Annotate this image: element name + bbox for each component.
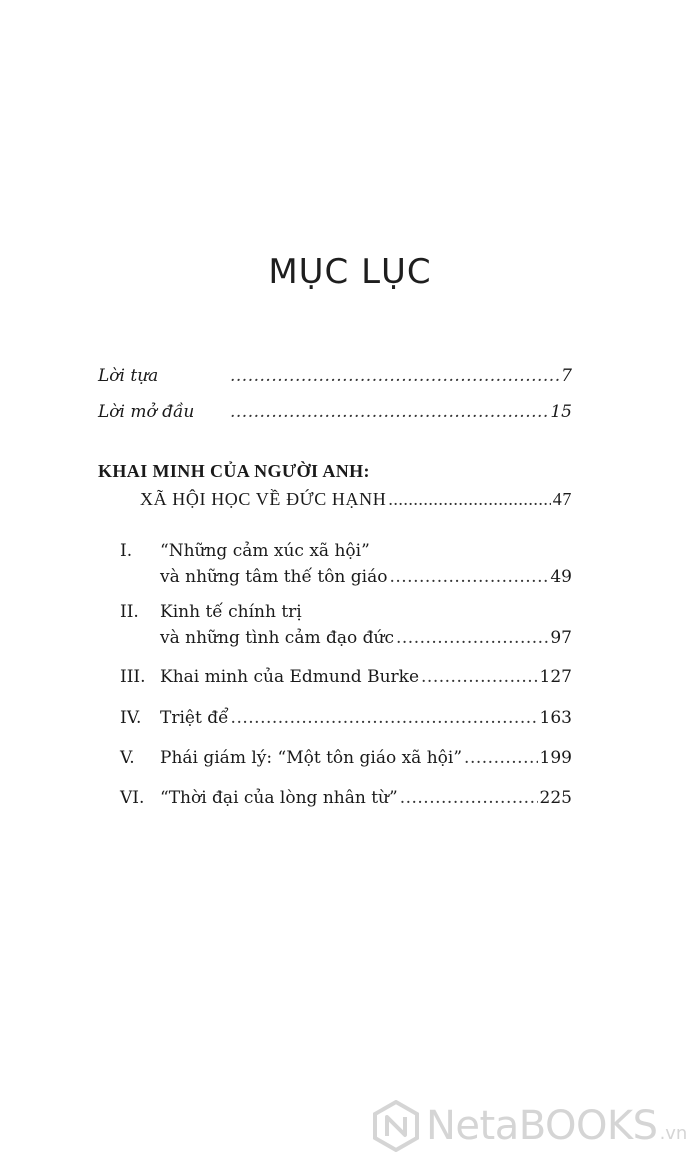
toc-entry-chapter-1 [160, 567, 572, 587]
entry-page: 97 [550, 628, 572, 648]
dot-leader [231, 708, 538, 728]
chapter-number: I. [120, 541, 133, 561]
dot-leader [400, 788, 538, 808]
toc-entry-chapter-3 [160, 667, 572, 687]
watermark [372, 1098, 687, 1154]
chapter-number: II. [120, 602, 139, 622]
entry-page: 47 [552, 489, 572, 509]
chapter-number: VI. [120, 788, 145, 808]
chapter-number: III. [120, 667, 146, 687]
dot-leader [230, 366, 559, 386]
chapter-number: IV. [120, 708, 142, 728]
toc-entry-chapter-2 [160, 628, 572, 648]
dot-leader [230, 402, 548, 422]
chapter-title-line: Kinh tế chính trị [160, 602, 302, 622]
entry-page: 127 [539, 667, 572, 687]
chapter-title-line: “Những cảm xúc xã hội” [160, 541, 370, 561]
toc-entry-preface [98, 366, 572, 386]
dot-leader [389, 567, 548, 587]
chapter-title-line: Triệt để [160, 708, 229, 728]
toc-entry-introduction [98, 402, 572, 422]
dot-leader [421, 667, 538, 687]
entry-page: 7 [561, 366, 572, 386]
entry-page: 225 [539, 788, 572, 808]
entry-page: 49 [550, 567, 572, 587]
chapter-title-line: Khai minh của Edmund Burke [160, 667, 420, 687]
page-title: MỤC LỤC [268, 252, 432, 292]
entry-page: 15 [550, 402, 572, 422]
part-subtitle: XÃ HỘI HỌC VỀ ĐỨC HẠNH [140, 489, 387, 509]
entry-page: 163 [539, 708, 572, 728]
chapter-number: V. [120, 748, 135, 768]
netabooks-logo-icon [372, 1100, 420, 1152]
entry-page: 199 [539, 748, 572, 768]
dot-leader [464, 748, 538, 768]
chapter-title-line: “Thời đại của lòng nhân từ” [160, 788, 398, 808]
entry-label: Lời tựa [98, 366, 159, 386]
dot-leader [396, 628, 548, 648]
part-heading: KHAI MINH CỦA NGƯỜI ANH: [98, 461, 370, 481]
watermark-brand: NetaBOOKS [426, 1103, 658, 1149]
chapter-title-line: Phái giám lý: “Một tôn giáo xã hội” [160, 748, 463, 768]
chapter-title-line: và những tình cảm đạo đức [160, 628, 394, 648]
toc-entry-chapter-5 [160, 748, 572, 768]
toc-entry-chapter-6 [160, 788, 572, 808]
watermark-suffix: .vn [659, 1122, 688, 1144]
dot-leader [388, 489, 550, 510]
chapter-title-line: và những tâm thế tôn giáo [160, 567, 388, 587]
toc-entry-part [140, 489, 572, 510]
toc-entry-chapter-4 [160, 708, 572, 728]
entry-label: Lời mở đầu [98, 402, 195, 422]
